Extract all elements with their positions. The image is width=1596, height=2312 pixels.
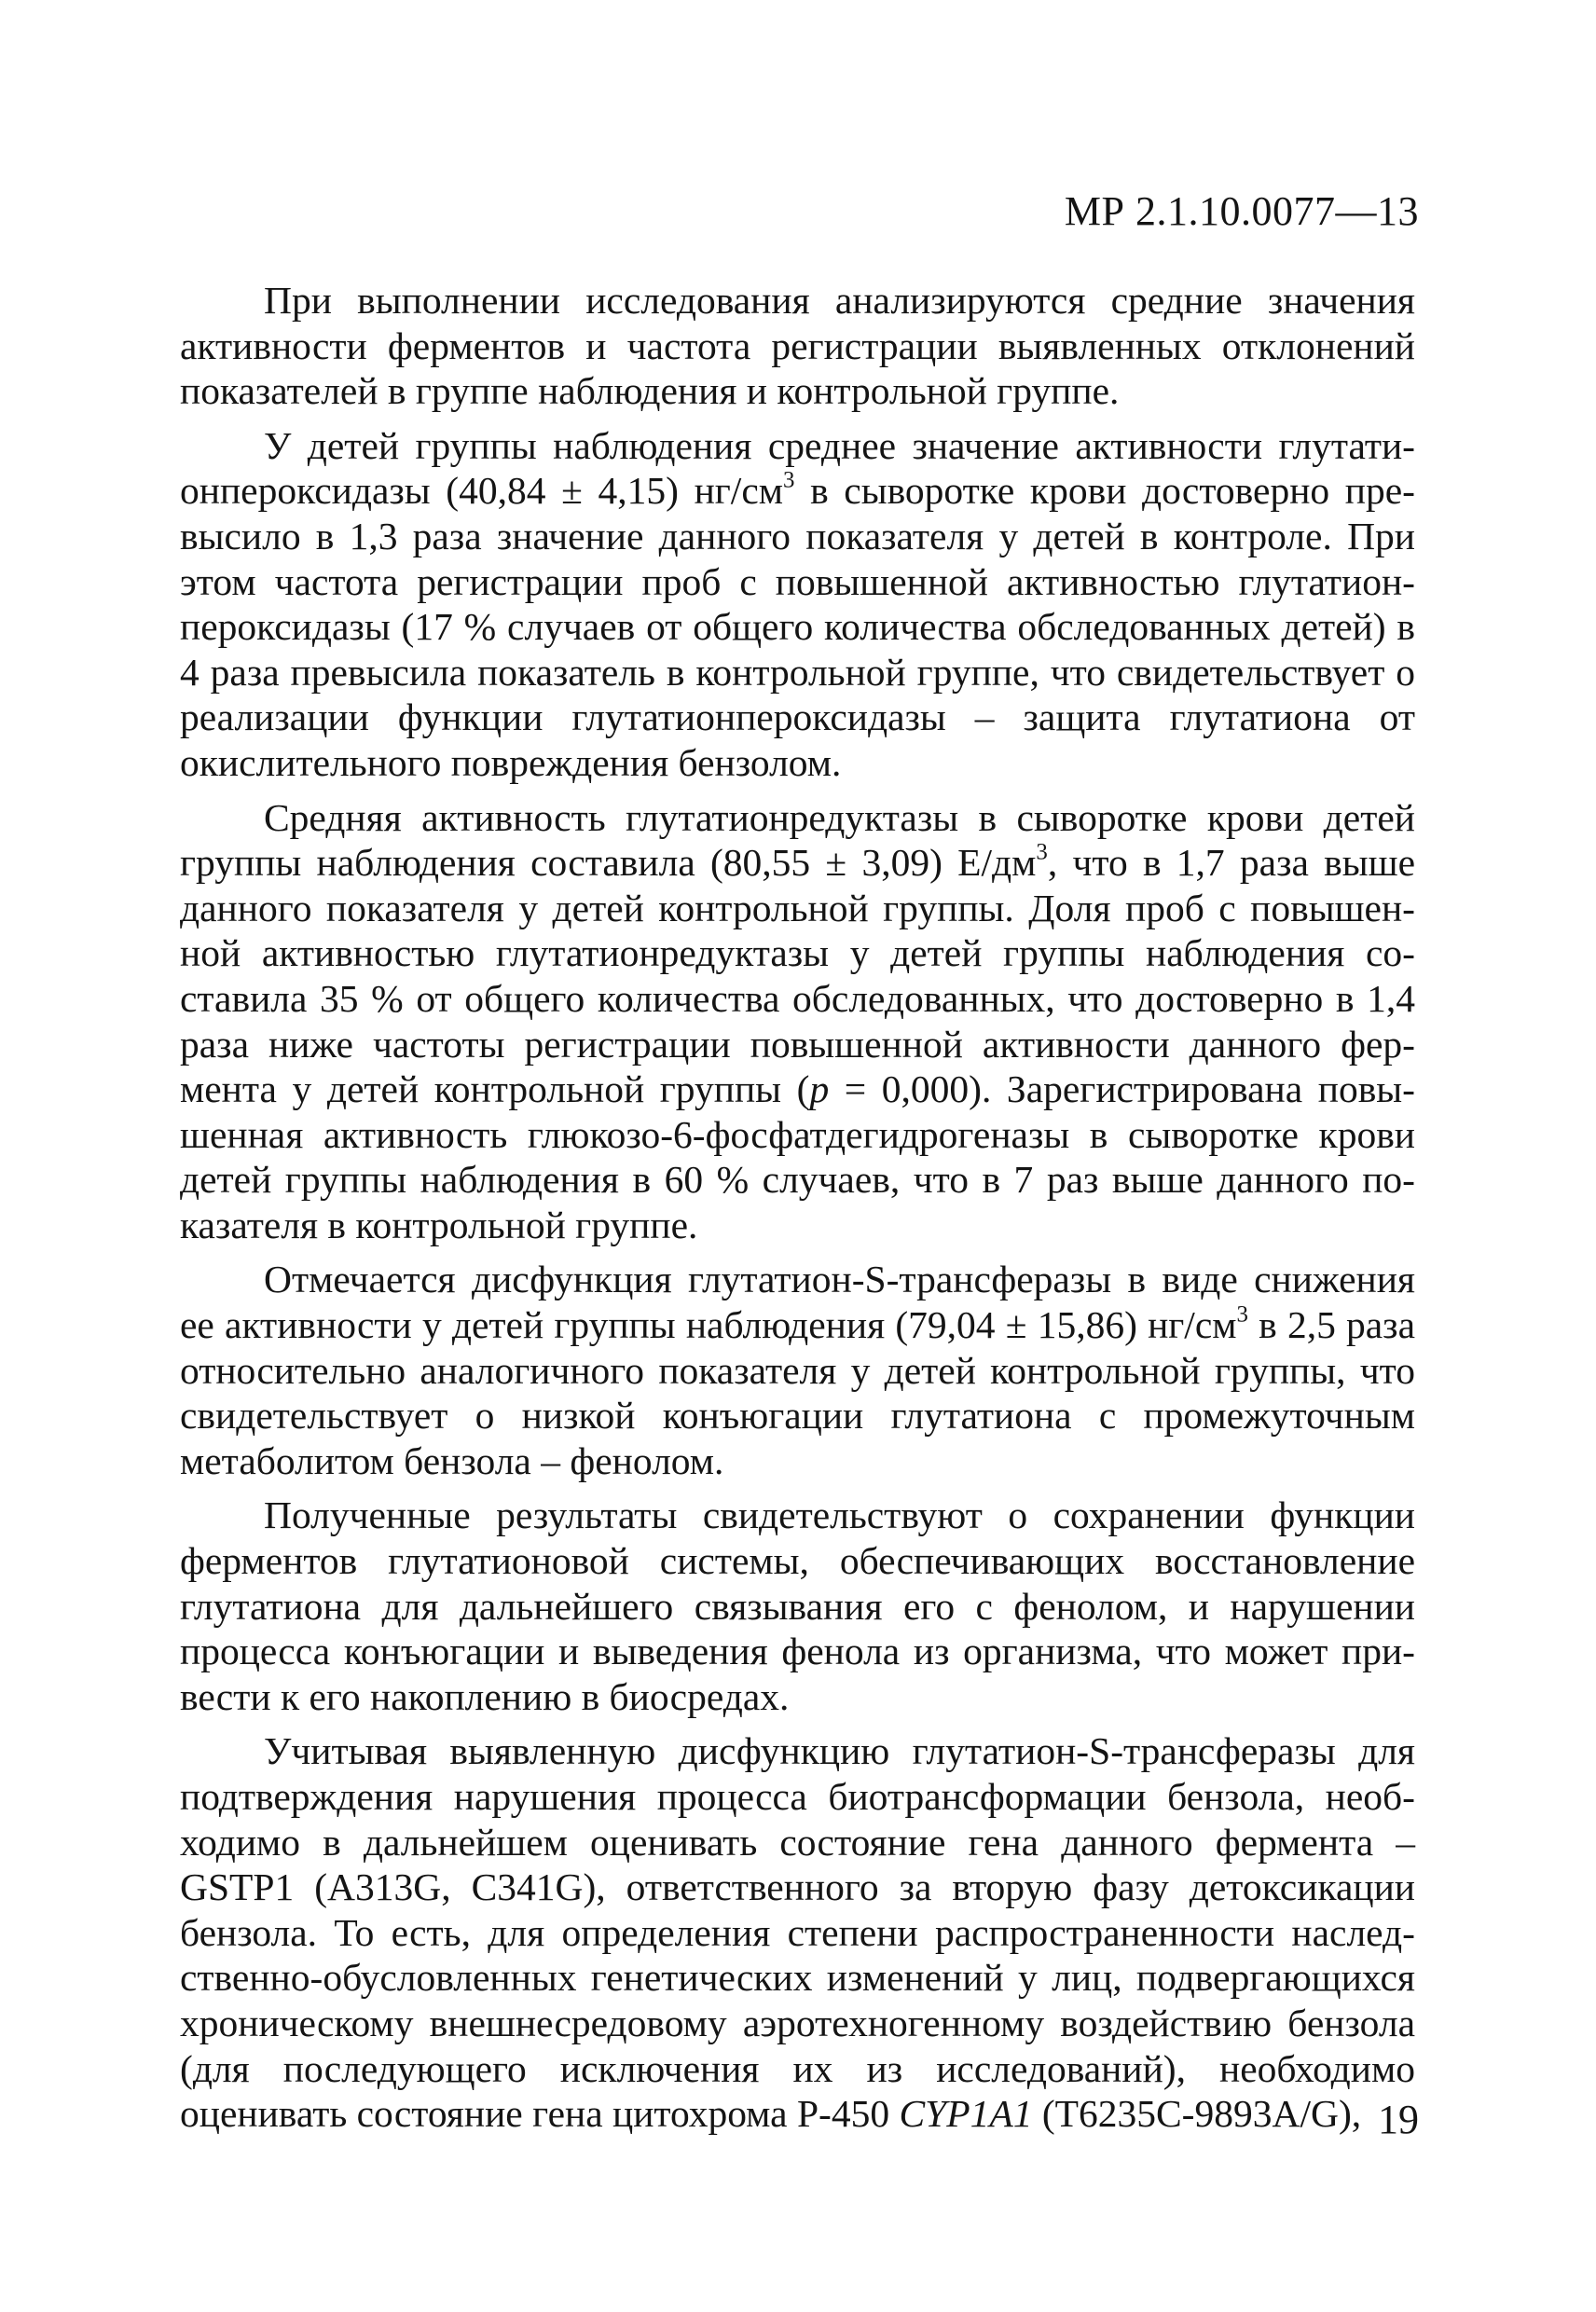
paragraph-6-text-a: Учитывая выявленную дисфункцию глутатион-S-трансферазы для подтверждения нарушения процесса биотрансформации бензола, необходимо в дальнейшем оценивать состояние гена данного фермента – GSTP1 (A313G, C341G), ответственного за вторую фазу детоксикации бензола. То есть, для определения степени распространенности наследственно-обусловленных генетических изменений у лиц, подвергающихся хроническому внешнесредовому аэротехногенному воздействию бензола (для последующего исключения их из исследований), необходимо оценивать состояние гена цитохрома Р-450 — [180, 1729, 1415, 2136]
paragraph-3-text-a: Средняя активность глутатионредуктазы в сыворотке крови детей группы наблюдения составила (80,55 ± 3,09) Е/дм — [180, 795, 1415, 885]
paragraph-3 — [180, 795, 1415, 1248]
paragraph-6-gene-name: CYP1A1 — [899, 2092, 1033, 2136]
paragraph-1-text: При выполнении исследования анализируются средние значения активности ферментов и частота регистрации выявленных отклонений показателей в группе наблюдения и контрольной группе. — [180, 279, 1415, 413]
paragraph-4 — [180, 1257, 1415, 1483]
paragraph-3-italic-p: p — [809, 1067, 830, 1111]
paragraph-5 — [180, 1493, 1415, 1719]
paragraph-1 — [180, 278, 1415, 414]
paragraph-3-superscript: 3 — [1036, 839, 1048, 865]
paragraph-6 — [180, 1728, 1415, 2136]
document-code: МР 2.1.10.0077—13 — [1064, 188, 1419, 234]
page-number: 19 — [1378, 2097, 1419, 2142]
paragraph-6-text-c: (T6235C-9893A/G), — [1032, 2092, 1362, 2136]
paragraph-2-superscript: 3 — [783, 467, 795, 493]
paragraph-4-superscript: 3 — [1236, 1301, 1248, 1328]
paragraph-4-text-b: в 2,5 раза относительно аналогичного показателя у детей контрольной группы, что свидетельствует о низкой конъюгации глутатиона с промежуточным метаболитом бензола – фенолом. — [180, 1303, 1415, 1482]
paragraph-2-text-a: У детей группы наблюдения среднее значение активности глутатионпероксидазы (40,84 ± 4,15) нг/см — [180, 423, 1415, 513]
paragraph-3-text-b: , что в 1,7 раза выше данного показателя у детей контрольной группы. Доля проб с повышенной активностью глутатионредуктазы у детей группы наблюдения составила 35 % от общего количества обследованных, что достоверно в 1,4 раза ниже частоты регистрации повышенной активности данного фермента у детей контрольной группы ( — [180, 841, 1415, 1111]
body-text — [180, 278, 1415, 2146]
paragraph-3-text-c: = 0,000). Зарегистрирована повышенная активность глюкозо-6-фосфатдегидрогеназы в сыворотке крови детей группы наблюдения в 60 % случаев, что в 7 раз выше данного показателя в контрольной группе. — [180, 1067, 1415, 1246]
paragraph-2 — [180, 423, 1415, 786]
paragraph-2-text-b: в сыворотке крови достоверно превысило в 1,3 раза значение данного показателя у детей в контроле. При этом частота регистрации проб с повышенной активностью глутатионпероксидазы (17 % случаев от общего количества обследованных детей) в 4 раза превысила показатель в контрольной группе, что свидетельствует о реализации функции глутатионпероксидазы – защита глутатиона от окислительного повреждения бензолом. — [180, 469, 1415, 784]
paragraph-5-text: Полученные результаты свидетельствуют о сохранении функции ферментов глутатионовой системы, обеспечивающих восстановление глутатиона для дальнейшего связывания его с фенолом, и нарушении процесса конъюгации и выведения фенола из организма, что может привести к его накоплению в биосредах. — [180, 1493, 1415, 1718]
paragraph-4-text-a: Отмечается дисфункция глутатион-S-трансферазы в виде снижения ее активности у детей группы наблюдения (79,04 ± 15,86) нг/см — [180, 1258, 1415, 1347]
